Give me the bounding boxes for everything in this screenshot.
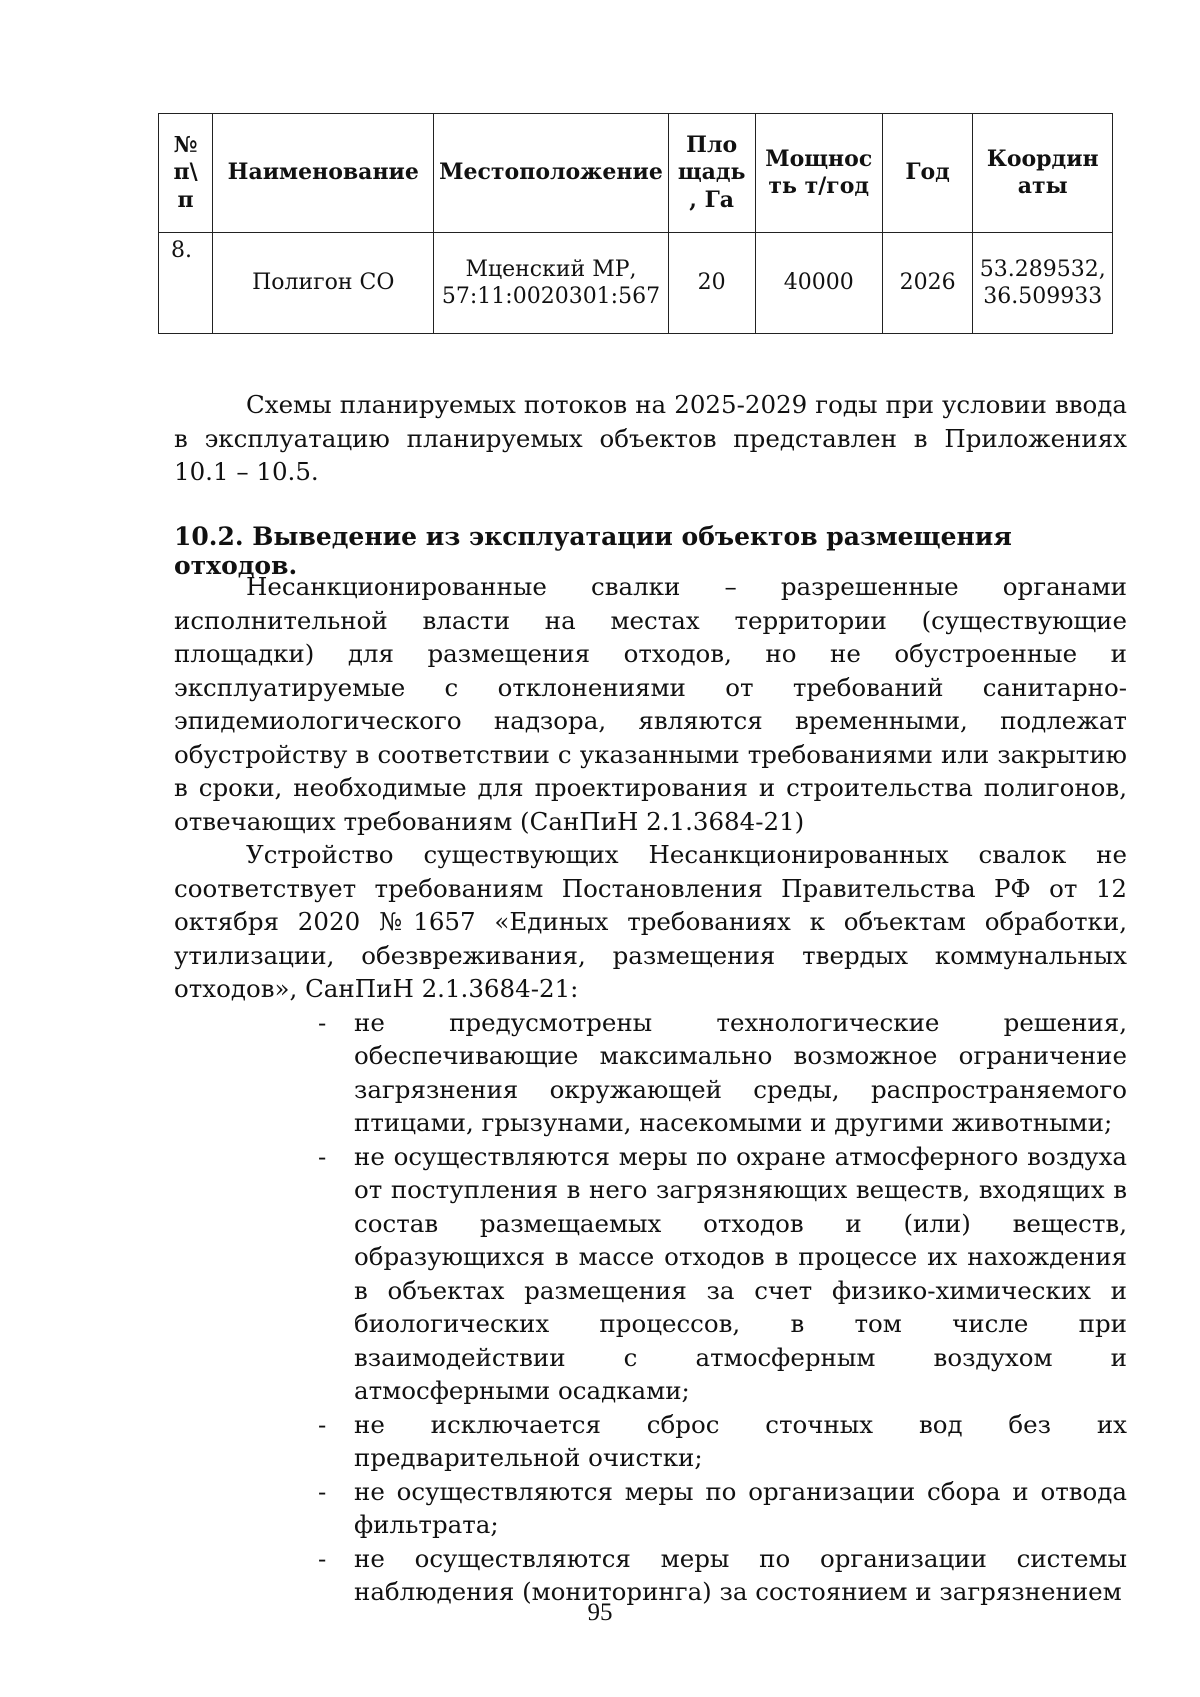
cell-name: Полигон СО xyxy=(213,233,434,334)
header-name: Наименование xyxy=(213,114,434,233)
schemes-block xyxy=(174,388,1127,489)
list-item xyxy=(318,1475,1127,1542)
paragraph-dumps: Несанкционированные свалки – разрешенные органами исполнительной власти на местах территории (существующие площадки) для размещения отходов, но не обустроенные и эксплуатируемые с отклонениями от требований санитарно-эпидемиологического надзора, являются временными, подлежат обустройству в соответствии с указанными требованиями или закрытию в сроки, необходимые для проектирования и строительства полигонов, отвечающих требованиям (СанПиН 2.1.3684-21) xyxy=(174,572,1127,836)
main-text-block xyxy=(174,570,1127,1609)
list-marker: - xyxy=(318,1409,327,1439)
cell-coordinates: 53.289532, 36.509933 xyxy=(973,233,1113,334)
list-marker: - xyxy=(318,1007,327,1037)
list-item-text: не осуществляются меры по организации сбора и отвода фильтрата; xyxy=(354,1476,1127,1539)
list-marker: - xyxy=(318,1476,327,1506)
list-item-text: не осуществляются меры по организации системы наблюдения (мониторинга) за состоянием и загрязнением xyxy=(354,1543,1127,1606)
header-coordinates: Координ аты xyxy=(973,114,1113,233)
landfill-table xyxy=(158,113,1113,334)
paragraph-schemes: Схемы планируемых потоков на 2025-2029 годы при условии ввода в эксплуатацию планируемых объектов представлен в Приложениях 10.1 – 10.5. xyxy=(174,390,1127,486)
header-number: № п\ п xyxy=(159,114,213,233)
cell-number: 8. xyxy=(159,233,213,334)
list-item xyxy=(318,1408,1127,1475)
list-item xyxy=(318,1140,1127,1408)
paragraph-requirements: Устройство существующих Несанкционированных свалок не соответствует требованиям Постановления Правительства РФ от 12 октября 2020 №1657 «Единых требованиях к объектам обработки, утилизации, обезвреживания, размещения твердых коммунальных отходов», СанПиН 2.1.3684-21: xyxy=(174,840,1127,1003)
list-item-text: не исключается сброс сточных вод без их предварительной очистки; xyxy=(354,1409,1127,1472)
list-item xyxy=(318,1006,1127,1140)
header-area: Пло щадь , Га xyxy=(668,114,755,233)
list-marker: - xyxy=(318,1141,327,1171)
cell-location: Мценский МР, 57:11:0020301:567 xyxy=(434,233,668,334)
page-number: 95 xyxy=(587,1599,613,1626)
cell-capacity: 40000 xyxy=(755,233,882,334)
list-item-text: не осуществляются меры по охране атмосферного воздуха от поступления в него загрязняющих веществ, входящих в состав размещаемых отходов и (или) веществ, образующихся в массе отходов в процессе их нахождения в объектах размещения за счет физико-химических и биологических процессов, в том числе при взаимодействии с атмосферным воздухом и атмосферными осадками; xyxy=(354,1141,1127,1405)
cell-year: 2026 xyxy=(882,233,973,334)
list-item-text: не предусмотрены технологические решения, обеспечивающие максимально возможное ограничение загрязнения окружающей среды, распространяемого птицами, грызунами, насекомыми и другими животными; xyxy=(354,1007,1127,1137)
section-heading: 10.2. Выведение из эксплуатации объектов размещения отходов. xyxy=(174,522,1012,580)
table-row xyxy=(159,233,1113,334)
list-marker: - xyxy=(318,1543,327,1573)
cell-area: 20 xyxy=(668,233,755,334)
header-capacity: Мощнос ть т/год xyxy=(755,114,882,233)
header-location: Местоположение xyxy=(434,114,668,233)
table-header-row xyxy=(159,114,1113,233)
header-year: Год xyxy=(882,114,973,233)
requirements-list xyxy=(174,1006,1127,1609)
